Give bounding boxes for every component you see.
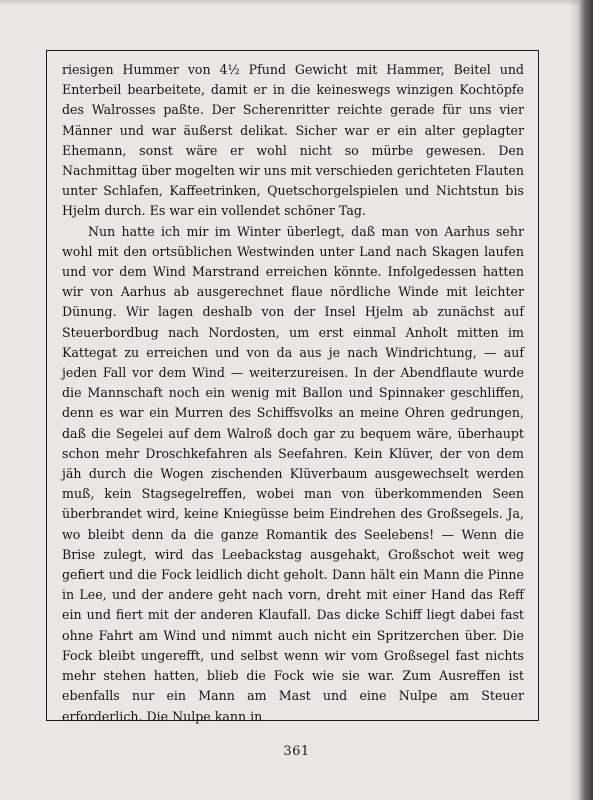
scan-top-edge xyxy=(0,0,593,6)
paragraph-continued: riesigen Hummer von 4½ Pfund Gewicht mit Hammer, Beitel und Enterbeil bearbeitete, damit er in die keineswegs winzigen Kochtöpfe des Walrosses paßte. Der Scherenritter reichte gerade für uns vier Männer und war äußerst delikat. Sicher war er ein alter geplagter Ehemann, sonst wäre er wohl nicht so mürbe gewesen. Den Nachmittag über mogelten wir uns mit verschieden gerichteten Flauten unter Schlafen, Kaffeetrinken, Quetschorgelspielen und Nichtstun bis Hjelm durch. Es war ein vollendet schöner Tag. xyxy=(62,62,524,219)
page-gutter-shadow xyxy=(569,0,579,800)
page-body-text xyxy=(62,60,524,727)
page-number: 361 xyxy=(283,744,310,759)
book-spine-edge xyxy=(579,0,593,800)
paragraph: Nun hatte ich mir im Winter überlegt, daß man von Aarhus sehr wohl mit den ortsüblichen Westwinden unter Land nach Skagen laufen und vor dem Wind Marstrand erreichen könnte. Infolgedessen hatten wir von Aarhus ab ausgerechnet flaue nördliche Winde mit leichter Dünung. Wir lagen deshalb von der Insel Hjelm ab zunächst auf Steuerbordbug nach Nordosten, um erst einmal Anholt mitten im Kattegat zu erreichen und von da aus je nach Windrichtung, — auf jeden Fall vor dem Wind — weiterzureisen. In der Abendflaute wurde die Mannschaft noch ein wenig mit Ballon und Spinnaker geschliffen, denn es war ein Murren des Schiffsvolks an meine Ohren gedrungen, daß die Segelei auf dem Walroß doch gar zu bequem wäre, überhaupt schon mehr Droschkefahren als Seefahren. Kein Klüver, der von dem jäh durch die Wogen zischenden Klüverbaum ausgewechselt werden muß, kein Stagsegelreffen, wobei man von überkommenden Seen überbrandet wird, keine Kniegüsse beim Eindrehen des Großsegels. Ja, wo bleibt denn da die ganze Romantik des Seelebens! — Wenn die Brise zulegt, wird das Leebackstag ausgehakt, Großschot weit weg gefiert und die Fock leidlich dicht geholt. Dann hält ein Mann die Pinne in Lee, und der andere geht nach vorn, dreht mit einer Hand das Reff ein und fiert mit der anderen Klaufall. Das dicke Schiff liegt dabei fast ohne Fahrt am Wind und nimmt auch nicht ein Spritzerchen über. Die Fock bleibt ungerefft, und selbst wenn wir vom Großsegel fast nichts mehr stehen hatten, blieb die Fock wie sie war. Zum Ausreffen ist ebenfalls nur ein Mann am Mast und eine Nulpe am Steuer erforderlich. Die Nulpe kann in xyxy=(62,223,524,724)
